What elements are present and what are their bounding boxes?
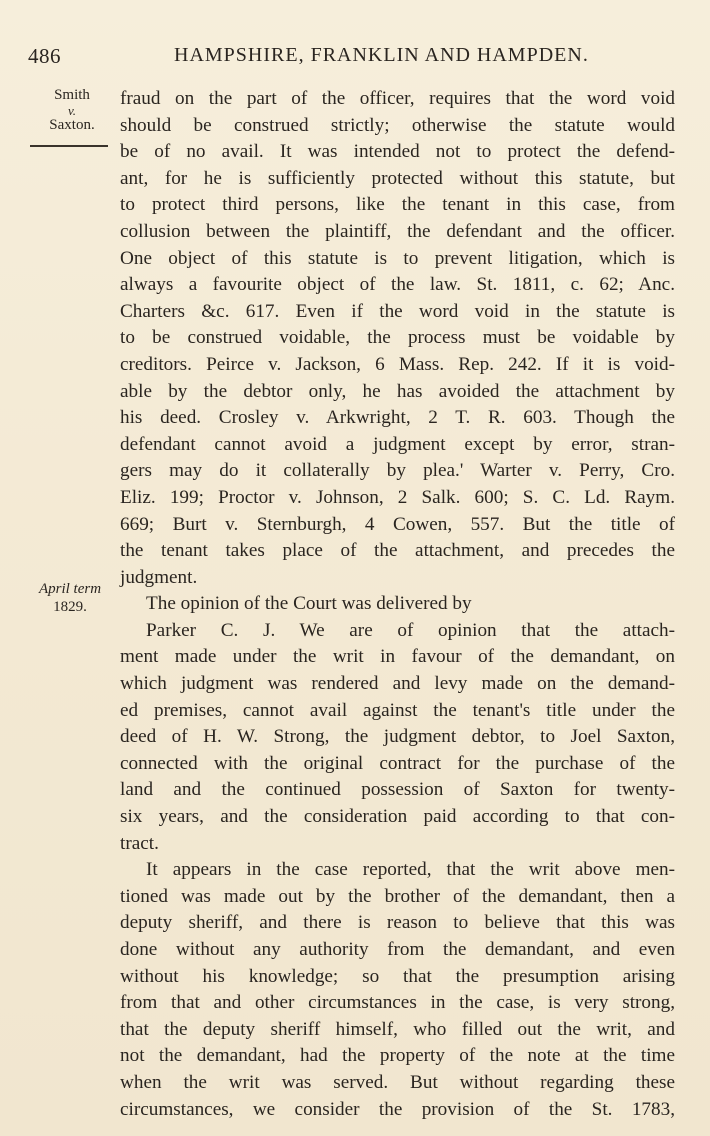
text-line: creditors. Peirce v. Jackson, 6 Mass. Rep. 242. If it is void- [120,353,675,375]
text-line: ant, for he is sufficiently protected without this statute, but [120,167,675,189]
text-line: that the deputy sheriff himself, who filled out the writ, and [120,1018,675,1040]
text-line: collusion between the plaintiff, the defendant and the officer. [120,220,675,242]
text-line: which judgment was rendered and levy made on the demand- [120,673,675,695]
text-line: the tenant takes place of the attachment, and precedes the [120,540,675,562]
text-line: his deed. Crosley v. Arkwright, 2 T. R. 603. Though the [120,407,675,429]
running-head: HAMPSHIRE, FRANKLIN AND HAMPDEN. [174,44,589,66]
margin-term-note [24,580,116,616]
paragraph-argument [120,86,675,591]
text-line: to protect third persons, like the tenant in this case, from [120,194,675,216]
text-line: It appears in the case reported, that the writ above men- [146,859,675,881]
text-line: judgment. [120,566,198,588]
text-line: done without any authority from the demandant, and even [120,939,675,960]
body-text [120,86,675,1123]
text-line: Parker C. J. We are of opinion that the attach- [146,619,675,641]
case-versus: v. [67,103,77,118]
text-line: always a favourite object of the law. St. 1811, c. 62; Anc. [120,274,675,296]
text-line: when the writ was served. But without regarding these [120,1071,675,1093]
text-line: not the demandant, had the property of the note at the time [120,1045,675,1067]
text-line: should be construed strictly; otherwise the statute would [120,114,675,136]
paragraph-facts [120,857,675,1123]
text-line: defendant cannot avoid a judgment except by error, stran- [120,433,675,455]
text-line: 669; Burt v. Sternburgh, 4 Cowen, 557. But the title of [120,513,675,535]
text-line: ed premises, cannot avail against the tenant's title under the [120,699,675,721]
paragraph-opinion [120,618,675,857]
text-line: tract. [120,832,159,854]
text-line: deputy sheriff, and there is reason to believe that this was [120,912,675,934]
case-defendant: Saxton. [49,117,95,133]
text-line: be of no avail. It was intended not to protect the defend- [120,141,675,163]
text-line: to be construed voidable, the process must be voidable by [120,327,675,349]
text-line: connected with the original contract for the purchase of the [120,752,675,774]
text-line: fraud on the part of the officer, requires that the word void [120,88,675,109]
text-line: deed of H. W. Strong, the judgment debtor, to Joel Saxton, [120,726,675,748]
paragraph-opinion-intro [120,591,675,618]
term-year: 1829. [53,599,87,615]
text-line: Eliz. 199; Proctor v. Johnson, 2 Salk. 600; S. C. Ld. Raym. [120,486,675,508]
text-line: Charters &c. 617. Even if the word void in the statute is [120,300,675,322]
text-line: six years, and the consideration paid according to that con- [120,806,675,828]
text-line: tioned was made out by the brother of the demandant, then a [120,885,675,907]
text-line: The opinion of the Court was delivered by [146,593,472,615]
text-line: able by the debtor only, he has avoided the attachment by [120,380,675,402]
margin-divider [30,145,108,147]
case-plaintiff: Smith [54,87,90,103]
page-number: 486 [28,44,61,68]
term-label: April term [38,581,102,597]
text-line: One object of this statute is to prevent litigation, which is [120,247,675,269]
text-line: gers may do it collaterally by plea.' Warter v. Perry, Cro. [120,460,675,482]
text-line: without his knowledge; so that the presumption arising [120,965,675,987]
text-line: circumstances, we consider the provision of the St. 1783, [120,1098,675,1120]
text-line: ment made under the writ in favour of the demandant, on [120,646,675,668]
text-line: from that and other circumstances in the case, is very strong, [120,992,675,1014]
text-line: land and the continued possession of Saxton for twenty- [120,779,675,801]
margin-case-citation [40,88,104,133]
page-header [28,44,688,74]
